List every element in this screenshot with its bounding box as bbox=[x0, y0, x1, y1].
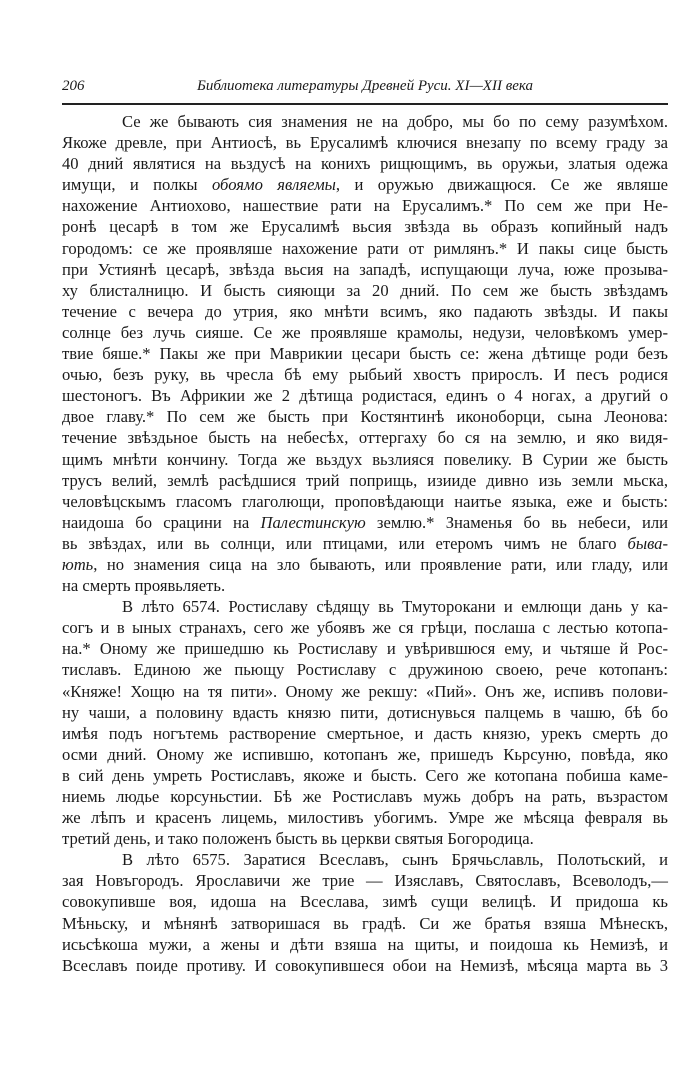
text-segment: щимъ мнѣти кончину. Тогда же вьздух вьзлияся повелику. В Сурии же бысть bbox=[62, 449, 668, 469]
text-line bbox=[62, 385, 668, 406]
text-line bbox=[62, 174, 668, 195]
text-line bbox=[62, 301, 668, 322]
page-body-text bbox=[62, 111, 668, 976]
text-segment: «Княже! Хощю на тя пити». Оному же рекшу: «Пий». Онъ же, испивъ полови- bbox=[62, 681, 668, 701]
text-segment: исьсѣкоша мужи, а жены и дѣти взяша на щиты, и поидоша кь Немизѣ, и bbox=[62, 934, 668, 954]
text-segment: городомъ: се же проявляше нахожение рати от римлянъ.* И пакы сице бысть bbox=[62, 238, 668, 258]
italic-text: обоямо являемы bbox=[211, 175, 336, 195]
italic-text: ють bbox=[62, 554, 94, 574]
text-line bbox=[62, 638, 668, 659]
running-title: Библиотека литературы Древней Руси. XI—XII века bbox=[196, 78, 534, 94]
italic-text: быва- bbox=[627, 533, 668, 553]
text-segment: имѣя подъ ногътемь растворение смертьное, и дасть князю, урекъ смерть до bbox=[62, 723, 668, 743]
text-segment: очью, безъ руку, вь чресла бѣ ему рыбьий хвостъ прирослъ. И песъ родися bbox=[62, 365, 668, 385]
text-segment: же лѣпъ и красенъ лицемь, милостивъ убогимъ. Умре же мѣсяца февраля вь bbox=[62, 808, 668, 828]
text-line bbox=[62, 596, 668, 617]
text-line bbox=[62, 702, 668, 723]
text-segment: на смерть проявьляеть. bbox=[62, 576, 226, 596]
page-number: 206 bbox=[62, 78, 85, 94]
text-segment: , и оружью движащюся. Се же являше bbox=[335, 175, 668, 195]
text-segment: Якоже древле, при Антиосѣ, вь Ерусалимѣ ключися внезапу по всему граду за bbox=[62, 133, 668, 153]
text-line bbox=[62, 491, 668, 512]
text-line bbox=[62, 512, 668, 533]
text-segment: третий день, и тако положенъ бысть вь церкви святыя Богородица. bbox=[62, 829, 534, 849]
text-line bbox=[62, 364, 668, 385]
text-line bbox=[62, 322, 668, 343]
text-segment: трусъ велий, землѣ расѣдшися трий поприщь, изииде дивно изь земли мьска, bbox=[62, 470, 668, 490]
text-line bbox=[62, 554, 668, 575]
text-segment: Мѣньску, и мѣнянѣ затворишася вь градѣ. Си же братья взяша Мѣнескъ, bbox=[62, 913, 668, 933]
text-segment: нахожение Антиохово, нашествие рати на Ерусалимъ.* По сем же при Не- bbox=[62, 196, 668, 216]
text-line bbox=[62, 238, 668, 259]
text-line bbox=[62, 343, 668, 364]
text-line bbox=[62, 828, 668, 849]
text-segment: ху блисталницю. И бысть сияющи за 20 дний. По сем же бысть звѣздамъ bbox=[62, 280, 668, 300]
text-line bbox=[62, 533, 668, 554]
text-line bbox=[62, 111, 668, 132]
text-line bbox=[62, 259, 668, 280]
running-header bbox=[62, 76, 668, 102]
text-line bbox=[62, 449, 668, 470]
text-line bbox=[62, 153, 668, 174]
text-line bbox=[62, 744, 668, 765]
text-line bbox=[62, 195, 668, 216]
text-line bbox=[62, 849, 668, 870]
text-line bbox=[62, 617, 668, 638]
text-line bbox=[62, 659, 668, 680]
text-segment: тиславъ. Единою же пьющу Ростиславу с дружиною своею, рече котопанъ: bbox=[62, 660, 668, 680]
text-segment: , но знамения сица на зло бывають, или проявление рати, или гладу, или bbox=[93, 554, 668, 574]
text-segment: ну чаши, а половину вдасть князю пити, дотиснувься палцемь в чашю, бѣ бо bbox=[62, 702, 668, 722]
text-segment: твие бяше.* Пакы же при Маврикии цесари бысть се: жена дѣтище роди безъ bbox=[62, 344, 668, 364]
text-segment: двое главу.* По сем же бысть при Костянтинѣ иконоборци, сына Леонова: bbox=[62, 407, 668, 427]
text-line bbox=[62, 575, 668, 596]
header-rule bbox=[62, 103, 668, 105]
text-segment: согъ и в ыных странахъ, сего же убоявъ же ся грѣци, послаша с лестью котопа- bbox=[62, 618, 668, 638]
text-segment: ронѣ цесарѣ в том же Ерусалимѣ вьсия звѣзда вь образъ копийный надъ bbox=[62, 217, 668, 237]
text-segment: течение звѣздьное бысть на небесѣх, оттергаху бо ся на землю, и яко видя- bbox=[62, 428, 668, 448]
text-segment: шестоногъ. Въ Африкии же 2 дѣтища родистася, единъ о 4 ногах, а другий о bbox=[62, 386, 668, 406]
text-segment: землю.* Знаменья бо вь небеси, или bbox=[365, 512, 668, 532]
text-segment: В лѣто 6575. Заратися Всеславъ, сынъ Брячьславль, Полотьский, и bbox=[122, 850, 668, 870]
text-line bbox=[62, 765, 668, 786]
text-segment: осми дний. Оному же испившю, котопанъ же, пришедъ Кьрсуню, повѣда, яко bbox=[62, 744, 668, 764]
italic-text: Палестинскую bbox=[260, 512, 366, 532]
text-line bbox=[62, 913, 668, 934]
text-line bbox=[62, 681, 668, 702]
text-line bbox=[62, 955, 668, 976]
text-segment: наидоша бо срацини на bbox=[62, 512, 261, 532]
text-segment: ниемь людье корсуньстии. Бѣ же Ростиславъ мужь добръ на рать, възрастом bbox=[62, 787, 668, 806]
text-segment: Се же бывають сия знамения не на добро, мы бо по сему разумѣхом. bbox=[122, 112, 668, 131]
text-line bbox=[62, 132, 668, 153]
text-line bbox=[62, 427, 668, 448]
text-segment: имущи, и полкы bbox=[62, 175, 212, 195]
text-segment: при Устиянѣ цесарѣ, звѣзда вьсия на западѣ, испущающи луча, юже прозыва- bbox=[62, 259, 668, 279]
text-segment: солнце без лучь сияше. Се же проявляше крамолы, недузи, человѣкомъ умер- bbox=[62, 322, 668, 342]
text-segment: течение с вечера до утрия, яко мнѣти всимъ, яко падають звѣзды. И пакы bbox=[62, 301, 668, 321]
text-line bbox=[62, 406, 668, 427]
text-line bbox=[62, 870, 668, 891]
text-line bbox=[62, 723, 668, 744]
text-line bbox=[62, 216, 668, 237]
text-line bbox=[62, 470, 668, 491]
text-segment: В лѣто 6574. Ростиславу сѣдящу вь Тмуторокани и емлющи дань у ка- bbox=[122, 597, 668, 617]
text-segment: зая Новъгородъ. Ярославичи же трие — Изяславъ, Святославъ, Всеволодъ,— bbox=[62, 871, 668, 891]
text-line bbox=[62, 280, 668, 301]
text-line bbox=[62, 891, 668, 912]
text-segment: в сий день умреть Ростиславъ, якоже и бысть. Сего же котопана побиша каме- bbox=[62, 765, 668, 785]
text-segment: вь звѣздах, или вь солнци, или птицами, или етеромъ чимъ не благо bbox=[62, 533, 628, 553]
text-segment: человѣцскымъ гласомъ глаголющи, проповѣдающи наитье языка, еже и бысть: bbox=[62, 491, 668, 511]
text-segment: совокупивше воя, идоша на Всеслава, зимѣ сущи велицѣ. И придоша кь bbox=[62, 892, 668, 912]
text-segment: Всеславъ поиде противу. И совокупившеся обои на Немизѣ, мѣсяца марта вь 3 bbox=[62, 955, 668, 975]
text-line bbox=[62, 807, 668, 828]
text-segment: 40 дний являтися на вьздусѣ на конихъ рищющимъ, вь оружьи, златыя одежа bbox=[62, 154, 668, 174]
text-line bbox=[62, 934, 668, 955]
text-segment: на.* Оному же пришедшю кь Ростиславу и увѣрившюся ему, и чьтяше й Рос- bbox=[62, 639, 668, 659]
text-line bbox=[62, 786, 668, 807]
